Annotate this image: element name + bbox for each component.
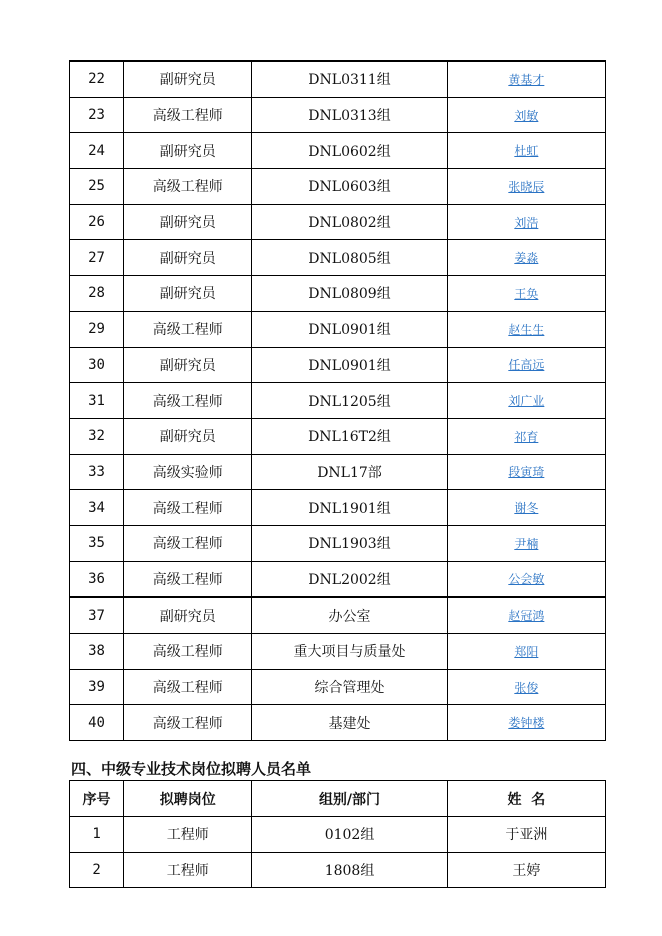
row-name: [447, 669, 605, 705]
senior-appointment-table: [69, 60, 606, 741]
row-post: 副研究员: [124, 204, 252, 240]
table-row: [70, 169, 606, 205]
row-dept: DNL0805组: [252, 240, 447, 276]
row-dept: DNL0901组: [252, 311, 447, 347]
table-row: [70, 597, 606, 633]
table-row: [70, 133, 606, 169]
row-dept: DNL17部: [252, 454, 447, 490]
table-row: [70, 634, 606, 670]
row-dept: DNL1205组: [252, 383, 447, 419]
row-dept: DNL0901组: [252, 347, 447, 383]
row-seq: 27: [70, 240, 124, 276]
row-dept: DNL0602组: [252, 133, 447, 169]
table-row: [70, 347, 606, 383]
person-link[interactable]: 赵冠鸿: [508, 609, 545, 624]
row-name: 王婷: [447, 852, 605, 888]
person-link[interactable]: 黄基才: [508, 72, 545, 87]
row-post: 高级工程师: [124, 490, 252, 526]
row-post: 高级工程师: [124, 669, 252, 705]
table-row: [70, 383, 606, 419]
person-link[interactable]: 杜虹: [514, 144, 539, 159]
row-dept: 1808组: [252, 852, 447, 888]
row-dept: DNL0311组: [252, 61, 447, 97]
row-dept: DNL2002组: [252, 561, 447, 597]
person-link[interactable]: 郑阳: [514, 644, 539, 659]
row-post: 高级实验师: [124, 454, 252, 490]
row-post: 高级工程师: [124, 97, 252, 133]
table-row: [70, 705, 606, 741]
row-post: 工程师: [124, 852, 252, 888]
row-seq: 31: [70, 383, 124, 419]
row-seq: 26: [70, 204, 124, 240]
table-header-row: [70, 781, 606, 817]
row-seq: 28: [70, 276, 124, 312]
row-post: 副研究员: [124, 240, 252, 276]
row-seq: 39: [70, 669, 124, 705]
row-name: [447, 454, 605, 490]
person-link[interactable]: 任高远: [508, 358, 545, 373]
person-link[interactable]: 王奂: [514, 286, 539, 301]
row-name: [447, 311, 605, 347]
row-dept: DNL0802组: [252, 204, 447, 240]
table-row: [70, 817, 606, 853]
row-seq: 38: [70, 634, 124, 670]
row-post: 高级工程师: [124, 561, 252, 597]
row-name: [447, 133, 605, 169]
row-seq: 2: [70, 852, 124, 888]
row-name: [447, 597, 605, 633]
row-dept: DNL0313组: [252, 97, 447, 133]
row-post: 副研究员: [124, 418, 252, 454]
row-dept: 重大项目与质量处: [252, 634, 447, 670]
row-seq: 30: [70, 347, 124, 383]
person-link[interactable]: 刘广业: [508, 394, 545, 409]
row-name: [447, 525, 605, 561]
row-seq: 35: [70, 525, 124, 561]
section-title: 四、中级专业技术岗位拟聘人员名单: [71, 760, 312, 778]
row-seq: 40: [70, 705, 124, 741]
row-dept: DNL0809组: [252, 276, 447, 312]
row-post: 高级工程师: [124, 311, 252, 347]
header-seq: 序号: [70, 781, 124, 817]
person-link[interactable]: 张晓辰: [508, 179, 545, 194]
row-post: 工程师: [124, 817, 252, 853]
row-post: 高级工程师: [124, 705, 252, 741]
table-row: [70, 204, 606, 240]
person-link[interactable]: 段寅琦: [508, 465, 545, 480]
row-seq: 29: [70, 311, 124, 347]
header-dept: 组别/部门: [252, 781, 447, 817]
person-link[interactable]: 张俊: [514, 680, 539, 695]
header-name: 姓 名: [447, 781, 605, 817]
table-row: [70, 97, 606, 133]
person-link[interactable]: 祁育: [514, 429, 539, 444]
row-dept: DNL1903组: [252, 525, 447, 561]
row-name: [447, 61, 605, 97]
row-post: 高级工程师: [124, 634, 252, 670]
header-post: 拟聘岗位: [124, 781, 252, 817]
intermediate-appointment-table: [69, 780, 606, 888]
row-dept: DNL0603组: [252, 169, 447, 205]
row-name: [447, 383, 605, 419]
person-link[interactable]: 赵生生: [508, 322, 545, 337]
row-seq: 34: [70, 490, 124, 526]
row-name: [447, 169, 605, 205]
person-link[interactable]: 公会敏: [508, 572, 545, 587]
row-post: 副研究员: [124, 133, 252, 169]
row-dept: 综合管理处: [252, 669, 447, 705]
table-row: [70, 561, 606, 597]
row-name: [447, 490, 605, 526]
row-dept: DNL16T2组: [252, 418, 447, 454]
row-post: 高级工程师: [124, 525, 252, 561]
row-name: [447, 347, 605, 383]
row-post: 副研究员: [124, 347, 252, 383]
table-row: [70, 669, 606, 705]
row-name: [447, 204, 605, 240]
row-name: [447, 705, 605, 741]
row-seq: 24: [70, 133, 124, 169]
row-seq: 32: [70, 418, 124, 454]
table-row: [70, 61, 606, 97]
table-row: [70, 490, 606, 526]
row-post: 副研究员: [124, 61, 252, 97]
person-link[interactable]: 谢冬: [514, 501, 539, 516]
row-dept: 0102组: [252, 817, 447, 853]
row-seq: 36: [70, 561, 124, 597]
row-dept: DNL1901组: [252, 490, 447, 526]
row-dept: 基建处: [252, 705, 447, 741]
row-name: [447, 634, 605, 670]
person-link[interactable]: 刘浩: [514, 215, 539, 230]
table-row: [70, 454, 606, 490]
row-seq: 22: [70, 61, 124, 97]
person-link[interactable]: 姜淼: [514, 251, 539, 266]
table-row: [70, 311, 606, 347]
person-link[interactable]: 刘敏: [514, 108, 539, 123]
table-row: [70, 240, 606, 276]
table-row: [70, 852, 606, 888]
row-post: 副研究员: [124, 276, 252, 312]
table-row: [70, 418, 606, 454]
row-post: 高级工程师: [124, 169, 252, 205]
row-post: 副研究员: [124, 597, 252, 633]
row-name: [447, 561, 605, 597]
row-name: [447, 97, 605, 133]
row-name: [447, 276, 605, 312]
row-name: [447, 418, 605, 454]
row-dept: 办公室: [252, 597, 447, 633]
row-seq: 37: [70, 597, 124, 633]
row-post: 高级工程师: [124, 383, 252, 419]
table-row: [70, 525, 606, 561]
row-seq: 1: [70, 817, 124, 853]
row-name: [447, 240, 605, 276]
person-link[interactable]: 娄钟楼: [508, 716, 545, 731]
person-link[interactable]: 尹楠: [514, 536, 539, 551]
row-seq: 23: [70, 97, 124, 133]
row-name: 于亚洲: [447, 817, 605, 853]
table-row: [70, 276, 606, 312]
row-seq: 33: [70, 454, 124, 490]
row-seq: 25: [70, 169, 124, 205]
